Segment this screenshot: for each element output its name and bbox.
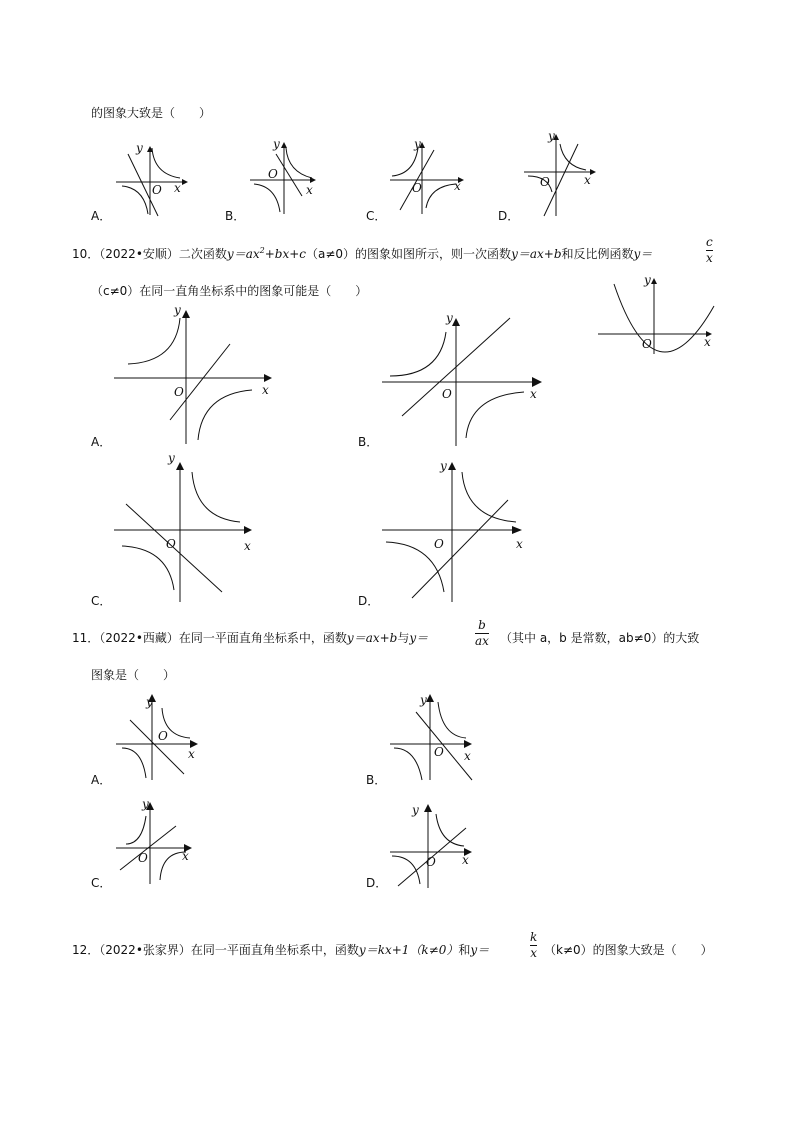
q9-graph-d [520,130,604,220]
svg-text:O: O [166,537,176,551]
svg-text:y: y [168,451,175,465]
q10-graph-b [380,312,546,446]
q11-graph-d [386,800,478,890]
q10-eq-quad-2: +bx+c [264,247,306,261]
svg-text:O: O [642,337,652,351]
q12-text-b: 和 [458,943,471,957]
svg-text:x: x [530,387,537,401]
svg-text:y: y [146,695,153,709]
svg-text:y: y [548,129,555,143]
q12-text-c: （k≠0）的图象大致是（ ） [544,943,713,957]
q10-graph-d [380,452,530,604]
q11-option-c-label: C． [91,876,112,890]
q11-fraction-num: b [478,618,486,632]
svg-text:y: y [440,459,447,473]
q12-number: 12． [72,943,100,957]
q10-eq-quad-1: y＝ax [226,247,260,261]
svg-text:y: y [414,137,421,151]
q11-option-b-label: B． [366,773,387,787]
svg-text:y: y [420,693,427,707]
svg-text:x: x [704,335,711,349]
q12-eq-linear: y＝kx+1（k≠0） [358,943,459,957]
q9-graph-c [386,138,470,218]
q10-stem-line1 [72,245,652,262]
q11-fraction [475,619,489,648]
q9-tail-text: 的图象大致是（ ） [91,106,212,120]
svg-text:y: y [136,141,143,155]
q11-graph-a [112,692,204,782]
q10-eq-inverse: y＝ [633,247,653,261]
svg-text:O: O [138,851,148,865]
svg-text:O: O [412,181,422,195]
svg-text:y: y [412,803,419,817]
svg-text:y: y [174,303,181,317]
svg-text:O: O [434,745,444,759]
q10-graph-c [112,452,262,604]
q10-stem-line2 [91,282,367,299]
q10-option-a-label: A． [91,435,112,449]
svg-text:x: x [306,183,313,197]
q12-fraction [530,931,537,960]
q11-text-c: （其中 a，b 是常数，ab≠0）的大致 [500,631,700,645]
q10-number: 10． [72,247,100,261]
q10-fraction-den: x [706,251,713,265]
q9-graph-b [246,138,326,218]
svg-text:x: x [174,181,181,195]
q10-text-c: 和反比例函数 [561,247,634,261]
svg-text:O: O [434,537,444,551]
svg-text:O: O [174,385,184,399]
svg-text:O: O [442,387,452,401]
q12-fraction-num: k [530,930,538,944]
q11-fraction-den: ax [475,634,489,648]
q11-stem-line1 [72,629,428,646]
svg-text:x: x [182,849,189,863]
q10-fraction-num: c [706,235,713,249]
q11-graph-b [386,690,478,786]
svg-text:x: x [262,383,269,397]
q9-graph-a [112,140,192,220]
q10-option-c-label: C． [91,594,112,608]
svg-text:y: y [644,273,651,287]
q10-eq-linear: y＝ax+b [511,247,562,261]
q9-option-a-label: A． [91,209,112,223]
q12-source: （2022•张家界） [99,943,191,957]
q9-option-d-label: D． [498,209,520,223]
q11-text-b: 与 [397,631,410,645]
q10-source: （2022•安顺） [99,247,179,261]
q10-option-d-label: D． [358,594,380,608]
svg-text:x: x [462,853,469,867]
q10-parabola-figure [596,272,720,354]
svg-text:x: x [464,749,471,763]
svg-text:x: x [454,179,461,193]
q9-option-c-label: C． [366,209,387,223]
svg-text:O: O [158,729,168,743]
q11-number: 11． [72,631,100,645]
svg-text:x: x [188,747,195,761]
svg-text:y: y [273,137,280,151]
q11-option-a-label: A． [91,773,112,787]
q10-cond-a: （a≠0） [306,247,356,261]
q11-eq-inverse: y＝ [409,631,429,645]
q11-eq-linear: y＝ax+b [346,631,398,645]
svg-text:O: O [268,167,278,181]
q12-eq-inverse: y＝ [470,943,490,957]
q11-text-a: 在同一平面直角坐标系中，函数 [178,631,347,645]
q11-option-d-label: D． [366,876,388,890]
svg-text:O: O [152,183,162,197]
svg-text:y: y [446,311,453,325]
q11-graph-c [112,796,198,886]
q12-fraction-den: x [530,946,538,960]
svg-text:x: x [244,539,251,553]
q10-fraction [706,236,713,265]
svg-text:y: y [142,797,149,811]
q10-graph-a [112,302,278,444]
svg-text:O: O [426,855,436,869]
q10-cond-c: （c≠0） [91,284,140,298]
q11-source: （2022•西藏） [99,631,179,645]
q10-stem-tail: 在同一直角坐标系中的图象可能是（ ） [139,284,368,298]
q10-option-b-label: B． [358,435,379,449]
svg-text:O: O [540,175,550,189]
q10-text-b: 的图象如图所示，则一次函数 [355,247,512,261]
q12-text-a: 在同一平面直角坐标系中，函数 [190,943,359,957]
q10-eq-quad-exp: 2 [259,246,265,255]
svg-text:x: x [516,537,523,551]
q11-stem-line2: 图象是（ ） [91,668,176,682]
q12-stem [72,941,489,958]
svg-text:x: x [584,173,591,187]
q9-option-b-label: B． [225,209,246,223]
q10-text-a: 二次函数 [178,247,227,261]
